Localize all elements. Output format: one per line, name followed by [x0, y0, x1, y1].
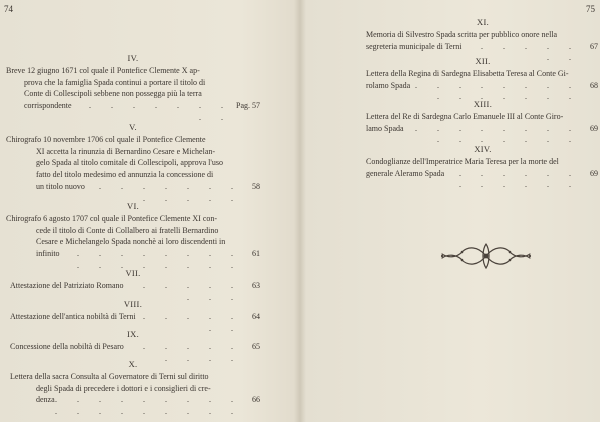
- roman-numeral: VII.: [125, 268, 141, 278]
- toc-entry: [348, 56, 598, 103]
- page-reference: 69: [590, 168, 598, 178]
- roman-numeral: XII.: [475, 56, 491, 66]
- entry-line: XI accetta la rinunzia di Bernardino Cesare e Michelan-: [36, 146, 216, 156]
- roman-numeral: VI.: [127, 201, 139, 211]
- entry-line: gelo Spada al titolo comitale di Collescipoli, approva l'uso: [36, 158, 223, 168]
- page-reference: 66: [252, 395, 260, 405]
- entry-line: rolamo Spada: [366, 80, 411, 90]
- page-reference: 65: [252, 341, 260, 351]
- roman-numeral: XIV.: [474, 144, 492, 154]
- leader-dots: . . . . . . . . .: [143, 341, 242, 363]
- entry-line: degli Spada di precedere i dottori e i consiglieri di cre-: [36, 383, 211, 393]
- page-number: 74: [4, 4, 13, 14]
- entry-line: generale Aleramo Spada: [366, 168, 445, 178]
- entry-line: Breve 12 giugno 1671 col quale il Pontefice Clemente X ap-: [6, 65, 200, 75]
- right-page: [302, 0, 600, 422]
- toc-entry: [348, 99, 598, 146]
- entry-line: fatto del titolo medesimo ed annunzia la concessione di: [36, 170, 214, 180]
- toc-entry: [6, 201, 260, 272]
- page-reference: Pag. 57: [236, 101, 260, 111]
- leader-dots: . . . . . . . . . . . . . . .: [415, 80, 580, 102]
- leader-dots: . . . . . . . . . . . . . . .: [415, 123, 580, 145]
- page-reference: 58: [252, 181, 260, 191]
- page-reference: 67: [590, 41, 598, 51]
- page-reference: 61: [252, 249, 260, 259]
- leader-dots: . . . . . . .: [481, 41, 580, 63]
- entry-line: denza: [36, 395, 55, 405]
- entry-line: lamo Spada: [366, 123, 404, 133]
- entry-line: prova che la famiglia Spada continui a portare il titolo di: [24, 77, 206, 87]
- entry-line: Chirografo 10 novembre 1706 col quale il Pontefice Clemente: [6, 134, 206, 144]
- leader-dots: . . . . . . . . .: [89, 101, 232, 122]
- entry-line: cede il titolo di Conte di Collalbero ai fratelli Bernardino: [36, 225, 219, 235]
- entry-line: Lettera del Re di Sardegna Carlo Emanuele III al Conte Giro-: [366, 111, 564, 121]
- roman-numeral: VIII.: [123, 299, 143, 309]
- page-reference: 68: [590, 80, 598, 90]
- page-reference: 69: [590, 123, 598, 133]
- page-number: 75: [586, 4, 595, 14]
- entry-line: un titolo nuovo: [36, 181, 85, 191]
- toc-entry: [6, 359, 260, 418]
- entry-line: infinito: [36, 249, 60, 259]
- entry-line: Lettera della sacra Consulta al Governatore di Terni sul diritto: [10, 371, 209, 381]
- leader-dots: . . . . . . . .: [143, 280, 242, 302]
- entry-line: Chirografo 6 agosto 1707 col quale il Pontefice Clemente XI con-: [6, 213, 218, 223]
- roman-numeral: IV.: [127, 53, 139, 63]
- entry-line: Attestazione del Patriziato Romano: [10, 280, 124, 290]
- toc-entry: [348, 144, 598, 191]
- entry-line: Cesare e Michelangelo Spada nonchè ai loro discendenti in: [36, 237, 226, 247]
- roman-numeral: IX.: [127, 329, 139, 339]
- toc-entry: [6, 122, 260, 205]
- entry-line: Lettera della Regina di Sardegna Elisabetta Teresa al Conte Gi-: [366, 68, 569, 78]
- entry-line: Concessione della nobiltà di Pesaro: [10, 341, 124, 351]
- entry-line: Memoria di Silvestro Spada scritta per pubblico onore nella: [366, 29, 558, 39]
- entry-line: corrispondente: [24, 101, 72, 111]
- leader-dots: . . . . . . . . . . . . . . . . . .: [55, 395, 242, 417]
- roman-numeral: XIII.: [473, 99, 493, 109]
- entry-line: Conte di Collescipoli sebbene non possegga più la terra: [24, 89, 202, 99]
- entry-line: Condoglianze dell'Imperatrice Maria Teresa per la morte del: [366, 156, 559, 166]
- floral-tailpiece-icon: [438, 240, 534, 272]
- page-reference: 64: [252, 311, 260, 321]
- leader-dots: . . . . . . . . . . . . . . . .: [77, 249, 242, 270]
- roman-numeral: X.: [128, 359, 138, 369]
- roman-numeral: V.: [129, 122, 137, 132]
- leader-dots: . . . . . . . . . . . .: [99, 181, 242, 203]
- toc-entry: [6, 53, 260, 124]
- roman-numeral: XI.: [477, 17, 489, 27]
- entry-line: Attestazione dell'antica nobiltà di Terni: [10, 311, 136, 321]
- entry-line: segreteria municipale di Terni: [366, 41, 462, 51]
- page-reference: 63: [252, 280, 260, 290]
- leader-dots: . . . . . . .: [143, 311, 242, 333]
- leader-dots: . . . . . . . . . . . .: [459, 168, 580, 190]
